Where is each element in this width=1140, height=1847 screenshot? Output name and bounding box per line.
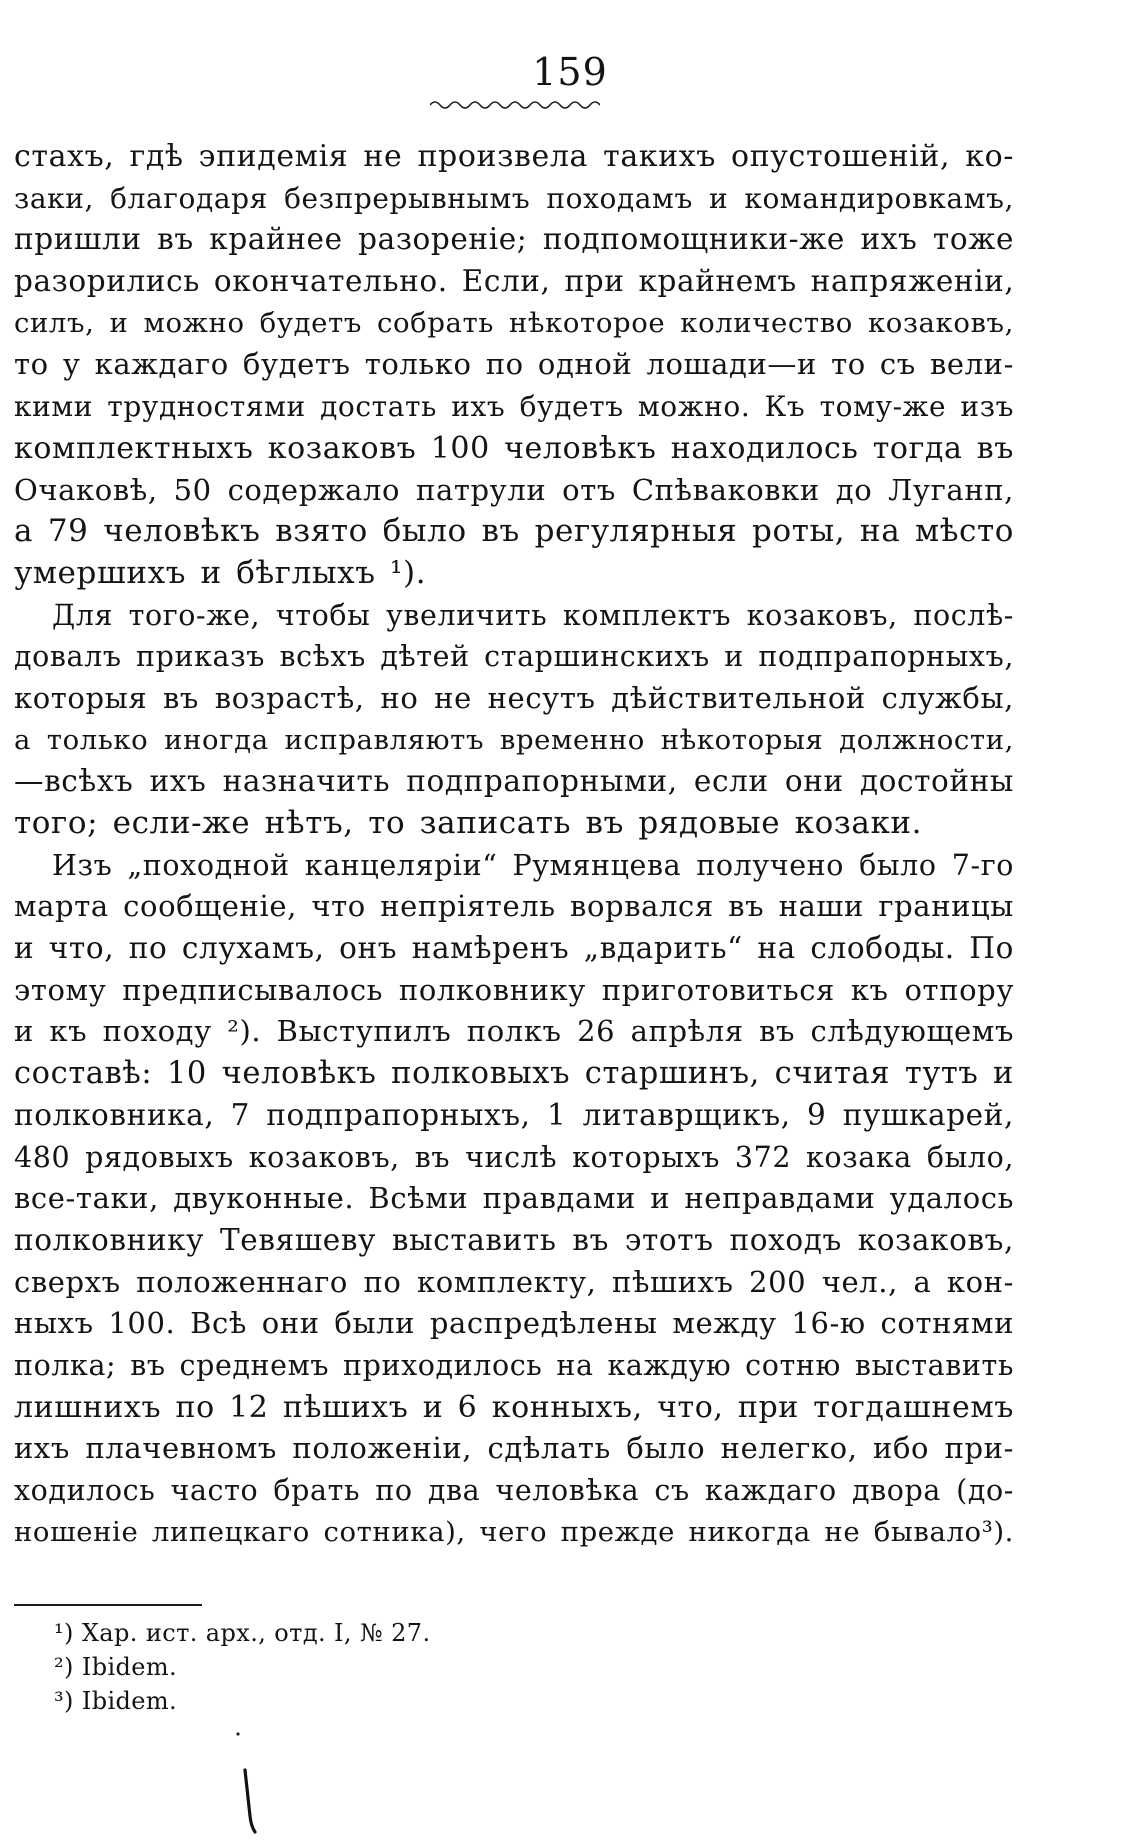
text-line: силъ, и можно будетъ собрать нѣкоторое количество козаковъ,: [14, 306, 1014, 339]
text-line: этому предписывалось полковнику приготовиться къ отпору: [14, 972, 1014, 1007]
scan-mark: [240, 1768, 260, 1834]
text-line: ныхъ 100. Всѣ они были распредѣлены между 16-ю сотнями: [14, 1306, 1014, 1341]
text-line: заки, благодаря безпрерывнымъ походамъ и командировкамъ,: [14, 181, 1014, 215]
text-line: и къ походу ²). Выступилъ полкъ 26 апрѣля въ слѣдующемъ: [14, 1014, 1014, 1049]
text-line: а только иногда исправляютъ временно нѣкоторыя должности,: [14, 723, 1014, 756]
text-line: которыя въ возрастѣ, но не несутъ дѣйствительной службы,: [14, 680, 1014, 715]
text-line: ихъ плачевномъ положеніи, сдѣлать было нелегко, ибо при-: [14, 1431, 1014, 1466]
footnote-3: ³) Ibidem.: [54, 1687, 178, 1715]
text-line: 480 рядовыхъ козаковъ, въ числѣ которыхъ 372 козака было,: [14, 1140, 1014, 1174]
footnote-2: ²) Ibidem.: [54, 1653, 178, 1681]
text-line: Изъ „походной канцеляріи“ Румянцева получено было 7-го: [52, 848, 1014, 882]
text-line: того; если-же нѣтъ, то записать въ рядовые козаки.: [14, 805, 923, 841]
text-line: сверхъ положеннаго по комплекту, пѣшихъ 200 чел., а кон-: [14, 1264, 1014, 1299]
footnote-rule: [14, 1604, 202, 1606]
text-line: Очаковѣ, 50 содержало патрули отъ Спѣваковки до Луганп,: [14, 472, 1014, 507]
page-number: 159: [532, 50, 608, 94]
text-line: комплектныхъ козаковъ 100 человѣкъ находилось тогда въ: [14, 430, 1014, 466]
text-line: а 79 человѣкъ взято было въ регулярныя роты, на мѣсто: [14, 513, 1014, 550]
text-line: ходилось часто брать по два человѣка съ каждаго двора (до-: [14, 1474, 1014, 1507]
body-text: [14, 136, 1014, 1553]
text-line: разорились окончательно. Если, при крайнемъ напряженіи,: [14, 264, 1015, 299]
text-line: умершихъ и бѣглыхъ ¹).: [14, 554, 427, 591]
text-line: кими трудностями достать ихъ будетъ можно. Къ тому-же изъ: [14, 390, 1014, 424]
text-line: и что, по слухамъ, онъ намѣренъ „вдарить“ на слободы. По: [14, 931, 1014, 966]
text-line: довалъ приказъ всѣхъ дѣтей старшинскихъ и подпрапорныхъ,: [14, 640, 1014, 674]
text-line: Для того-же, чтобы увеличить комплектъ козаковъ, послѣ-: [52, 598, 1014, 632]
text-line: стахъ, гдѣ эпидемія не произвела такихъ опустошеній, ко-: [14, 139, 1014, 174]
text-line: ношеніе липецкаго сотника), чего прежде никогда не бывало³).: [14, 1515, 1014, 1548]
text-line: то у каждаго будетъ только по одной лошади—и то съ вели-: [14, 347, 1014, 382]
text-line: полковнику Тевяшеву выставить въ этотъ походъ козаковъ,: [14, 1222, 1014, 1257]
text-line: марта сообщеніе, что непріятель ворвался въ наши границы: [14, 889, 1014, 924]
text-line: все-таки, двуконные. Всѣми правдами и неправдами удалось: [14, 1181, 1014, 1216]
text-line: —всѣхъ ихъ назначить подпрапорными, если они достойны: [14, 764, 1014, 799]
text-line: пришли въ крайнее разореніе; подпомощники-же ихъ тоже: [14, 222, 1014, 257]
text-line: полковника, 7 подпрапорныхъ, 1 литаврщикъ, 9 пушкарей,: [14, 1097, 1014, 1132]
text-line: лишнихъ по 12 пѣшихъ и 6 конныхъ, что, при тогдашнемъ: [14, 1389, 1014, 1425]
footnotes: [54, 1616, 854, 1718]
text-line: составѣ: 10 человѣкъ полковыхъ старшинъ, считая тутъ и: [14, 1056, 1014, 1092]
footnote-1: ¹) Хар. ист. арх., отд. I, № 27.: [54, 1619, 431, 1647]
scan-speck: [236, 1732, 240, 1736]
page-number-ornament: [430, 96, 600, 110]
text-line: полка; въ среднемъ приходилось на каждую сотню выставить: [14, 1348, 1014, 1382]
